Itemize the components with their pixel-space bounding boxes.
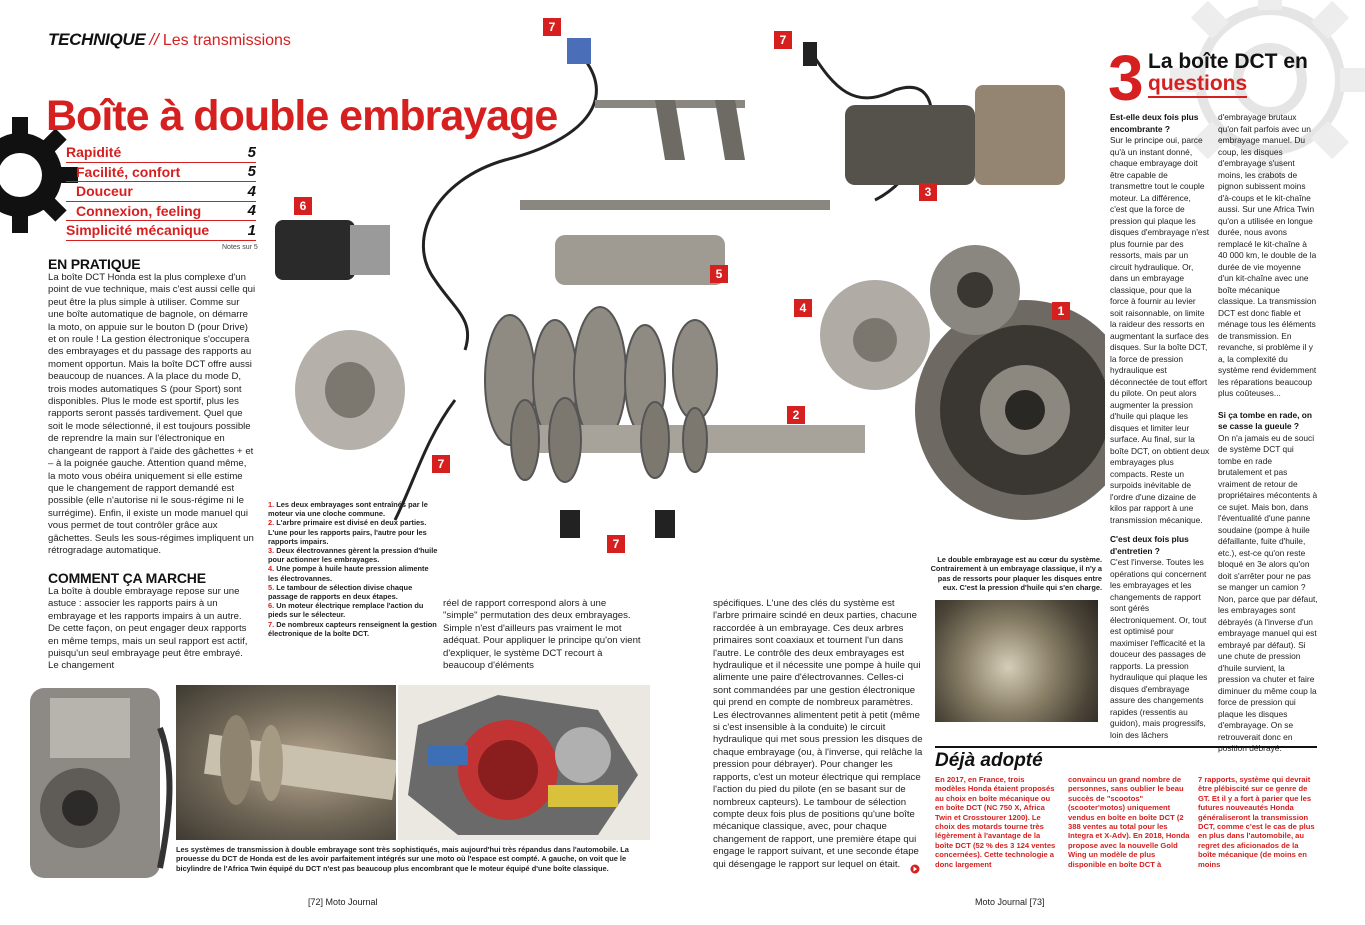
deja-adopte-col-3: 7 rapports, système qui devrait être plébiscité sur ce genre de GT. Et il y a fort à parier que les futures nouveautés Honda généraliseront la transmission DCT, comme c'est le cas de plus en plus dans l'automobile, au regret des aficionados de la boîte mécanique (de moins en moins: [1198, 775, 1315, 869]
component-legend: [268, 500, 440, 638]
clutch-caption: Le double embrayage est au cœur du système. Contrairement à un embrayage classique, il n'y a pas de ressorts pour plaquer les disques entre eux. C'est la pression d'huile qui s'en charge.: [930, 555, 1102, 592]
section-body: La boîte DCT Honda est la plus complexe d'un point de vue technique, mais c'est aussi celle qui peut être la plus simple à utiliser. Comme sur une boîte automatique de bagnole, on démarre la moto, on appuie sur le bouton D (pour Drive) et on roule ! La gestion électronique s'occupera des embrayages et du passage des rapports au moment opportun. Mais la boîte DCT offre aussi beaucoup de nuances. A la place du mode D, trois modes automatiques S (pour Sport) sont disponibles. Plus le mode est sportif, plus les rapports seront passés tardivement. Quel que soit le mode sélectionné, il est toujours possible de reprendre la main sur l'électronique en changeant de rapport à l'aide des gâchettes + et – à la poignée gauche. Attention quand même, la moto vous obéira uniquement si elle estime que le changement de rapport demandé est possible (elle n'autorise ni le sous-régime ni le surrégime). Enfin, il existe un mode manuel qui vous permet de tout contrôler grâce aux gâchettes. Seuls les sous-régimes impliquent un rétrogradage automatique.: [48, 272, 256, 556]
engine-photo: [10, 668, 178, 918]
questions-column-1: [1110, 112, 1210, 741]
legend-item: 1. Les deux embrayages sont entraînés par le moteur via une cloche commune.: [268, 500, 428, 519]
section-body: La boîte à double embrayage repose sur une astuce : associer les rapports pairs à un embrayage et les rapports impairs à un autre. De cette façon, on peut engager deux rapports en même temps, mais un seul rapport est actif, puisqu'un seul embrayage peut être embrayé. Le changement: [48, 586, 248, 672]
shaft-closeup-photo: [176, 685, 396, 840]
callout-badge: 3: [919, 183, 937, 201]
article-title: Boîte à double embrayage: [46, 92, 558, 140]
ratings-table: [66, 143, 256, 241]
legend-item: 7. De nombreux capteurs renseignent la gestion électronique de la boîte DCT.: [268, 619, 437, 638]
clutch-photo: [935, 600, 1098, 722]
legend-item: 2. L'arbre primaire est divisé en deux parties. L'une pour les rapports pairs, l'autre pour les rapports impairs.: [268, 518, 427, 546]
cutaway-illustration: [398, 685, 650, 840]
comment-ca-marche-section: [48, 570, 256, 673]
legend-item: 6. Un moteur électrique remplace l'action du pieds sur le sélecteur.: [268, 601, 424, 620]
questions-title: La boîte DCT en: [1148, 50, 1308, 73]
header-separator: //: [149, 30, 159, 49]
question-heading: C'est deux fois plus d'entretien ?: [1110, 534, 1189, 556]
page-folio-left: [72] Moto Journal: [308, 897, 378, 907]
en-pratique-section: [48, 256, 256, 557]
question-answer: On n'a jamais eu de souci de système DCT qui tombe en rade brutalement et pas vraiment de retour de propriétaires mécontents à ce sujet. Mais bon, dans l'éventualité d'une panne soudaine (pompe à huile défaillante, fuite d'huile, etc.), est-ce qu'on reste bloqué en 3e alors qu'on doit s'arrêter pour ne pas se manger un camion ? Non, parce que par défaut, les embrayages sont débrayés (à l'inverse d'un embrayage manuel qui est embrayé par défaut). Si une chute de pression d'huile survient, la pression va chuter et faire diminuer du même coup la force de pression qui plaque les disques d'embrayage. On se retrouverait donc en position débrayé.: [1218, 432, 1318, 753]
image-caption: Les systèmes de transmission à double embrayage sont très sophistiqués, mais aujourd'hui très répandus dans l'automobile. La prouesse du DCT de Honda est de les avoir parfaitement intégrés sur une moto où l'espace est compté. A gauche, on voit que le bicylindre de l'Africa Twin équipé du DCT n'est pas beaucoup plus encombrant que le moteur équipé d'une boîte classique.: [176, 845, 629, 873]
callout-badge: 7: [607, 535, 625, 553]
rating-row: Simplicité mécanique 1: [66, 221, 256, 239]
callout-badge: 6: [294, 197, 312, 215]
questions-number: 3: [1108, 42, 1144, 114]
legend-item: 3. Deux électrovannes gèrent la pression d'huile pour actionner les embrayages.: [268, 546, 438, 565]
question-answer: d'embrayage brutaux qu'on fait parfois avec un embrayage manuel. Du coup, les disques d'embrayage s'usent moins, les crabots de pignon subissent moins d'à-coups et le kit-chaîne aussi. Sur une Africa Twin qu'on a utilisée en longue durée, nous avons remplacé le kit-chaîne à 40 000 km, le double de la durée de vie moyenne d'un kit-chaîne avec une boîte mécanique classique. La transmission DCT est donc fiable et ménage tous les éléments de transmission. En revanche, si problème il y a, la complexité du système rend évidemment les réparations beaucoup plus coûteuses...: [1218, 112, 1317, 398]
section-heading: COMMENT ÇA MARCHE: [48, 570, 206, 586]
deja-adopte-col-2: convaincu un grand nombre de personnes, sans oublier le beau succès de "scootos" (scooter'motos) uniquement vendus en boîte en boîte DCT (2 388 ventes au total pour les Integra et X-Adv). En 2018, Honda propose avec la nouvelle Gold Wing un modèle de plus disponible en boîte DCT à: [1068, 775, 1190, 869]
rubric: TECHNIQUE: [48, 30, 146, 49]
callout-badge: 1: [1052, 302, 1070, 320]
question-answer: Sur le principe oui, parce qu'à un instant donné, chaque embrayage doit être capable de transmettre tout le couple moteur. La différence, c'est que la force de pression qui plaque les disques d'embrayage n'est plus fournie par des ressorts, mais par un circuit hydraulique. Or, dans un embrayage classique, pour que la force à fournir au levier soit raisonnable, on limite la raideur des ressorts en augmentant la surface des disques. Sur la boîte DCT, la force de pression hydraulique est déconnectée de tout effort du pilote. On peut alors augmenter la pression d'huile qui plaque les disques et limiter leur surface. Au final, sur la boîte DCT, on obtient deux embrayages plus compacts. Reste un surpoids inévitable de l'ordre d'une dizaine de kilos par rapport à une transmission mécanique.: [1110, 135, 1210, 525]
legend-item: 5. Le tambour de sélection divise chaque passage de rapports en deux étapes.: [268, 582, 413, 602]
callout-badge: 5: [710, 265, 728, 283]
rating-row: Douceur 4: [66, 182, 256, 202]
rating-row: Connexion, feeling 4: [66, 202, 256, 222]
callout-badge: 7: [432, 455, 450, 473]
deja-adopte-col-1: En 2017, en France, trois modèles Honda étaient proposés au choix en boîte mécanique ou en boîte DCT (NC 750 X, Africa Twin et Crosstourer 1200). Le choix des motards tourne très légèrement à l'avantage de la boîte DCT (52 % des 3 124 ventes concernées). Cette technologie a donc largement: [935, 775, 1056, 869]
callout-badge: 7: [774, 31, 792, 49]
ratings-scale: Notes sur 5: [222, 244, 258, 251]
callout-badge: 4: [794, 299, 812, 317]
end-of-article-icon: [910, 864, 920, 874]
rating-row: Facilité, confort 5: [66, 163, 256, 183]
gearbox-exploded-view: [255, 20, 1105, 560]
questions-column-2: [1218, 112, 1318, 755]
callout-badge: 2: [787, 406, 805, 424]
question-answer: C'est l'inverse. Toutes les opérations qui concernent les embrayages et les changements de rapport sont gérés électroniquement. Or, tout est optimisé pour maximiser l'efficacité et la douceur des passages de rapports. La pression hydraulique qui plaque les disques d'embrayage assure des changements rapides (ressentis au guidon), mais progressifs, loin des lâchers: [1110, 557, 1208, 740]
rating-row: Rapidité 5: [66, 143, 256, 161]
section-heading: EN PRATIQUE: [48, 256, 141, 272]
questions-subtitle: questions: [1148, 72, 1247, 98]
legend-item: 4. Une pompe à huile haute pression alimente les électrovannes.: [268, 564, 429, 583]
page-folio-right: Moto Journal [73]: [975, 897, 1045, 907]
callout-badge: 7: [543, 18, 561, 36]
question-heading: Si ça tombe en rade, on se casse la gueule ?: [1218, 409, 1313, 431]
deja-adopte-heading: Déjà adopté: [935, 746, 1317, 772]
section-name: Les transmissions: [162, 32, 291, 49]
body-column-mid2: spécifiques. L'une des clés du système est l'arbre primaire scindé en deux parties, chacune raccordée à un embrayage. Ces deux arbres primaires sont coaxiaux et tournent l'un dans l'autre. Le contrôle des deux embrayages est hydraulique et il nécessite une pompe à huile qui alimente une paire d'électrovannes. Celles-ci sont commandées par une gestion électronique qui prend en compte de nombreux paramètres. Les électrovannes alimentent petit à petit (même si c'est insensible à la conduite) le circuit hydraulique qui met sous pression les disques de chaque embrayage (ou, à l'inverse, qui relâche la pression pour débrayer). Pour changer les rapports, c'est un moteur électrique qui remplace l'action du pied du pilote (en se basant sur de nombreux capteurs). Le tambour de sélection compte deux fois plus de positions qu'une boîte mécanique classique, avec, pour chaque changement de rapport, une première étape qui engage le rapport suivant, et une seconde étape qui désengage le rapport sur lequel on était.: [713, 598, 923, 870]
body-column-mid1: réel de rapport correspond alors à une "simple" permutation des deux embrayages. Simple n'est d'ailleurs pas vraiment le mot adéquat. Pour appliquer le principe qu'on vient d'expliquer, le système DCT recourt à beaucoup d'éléments: [443, 598, 641, 672]
question-heading: Est-elle deux fois plus encombrante ?: [1110, 112, 1199, 134]
